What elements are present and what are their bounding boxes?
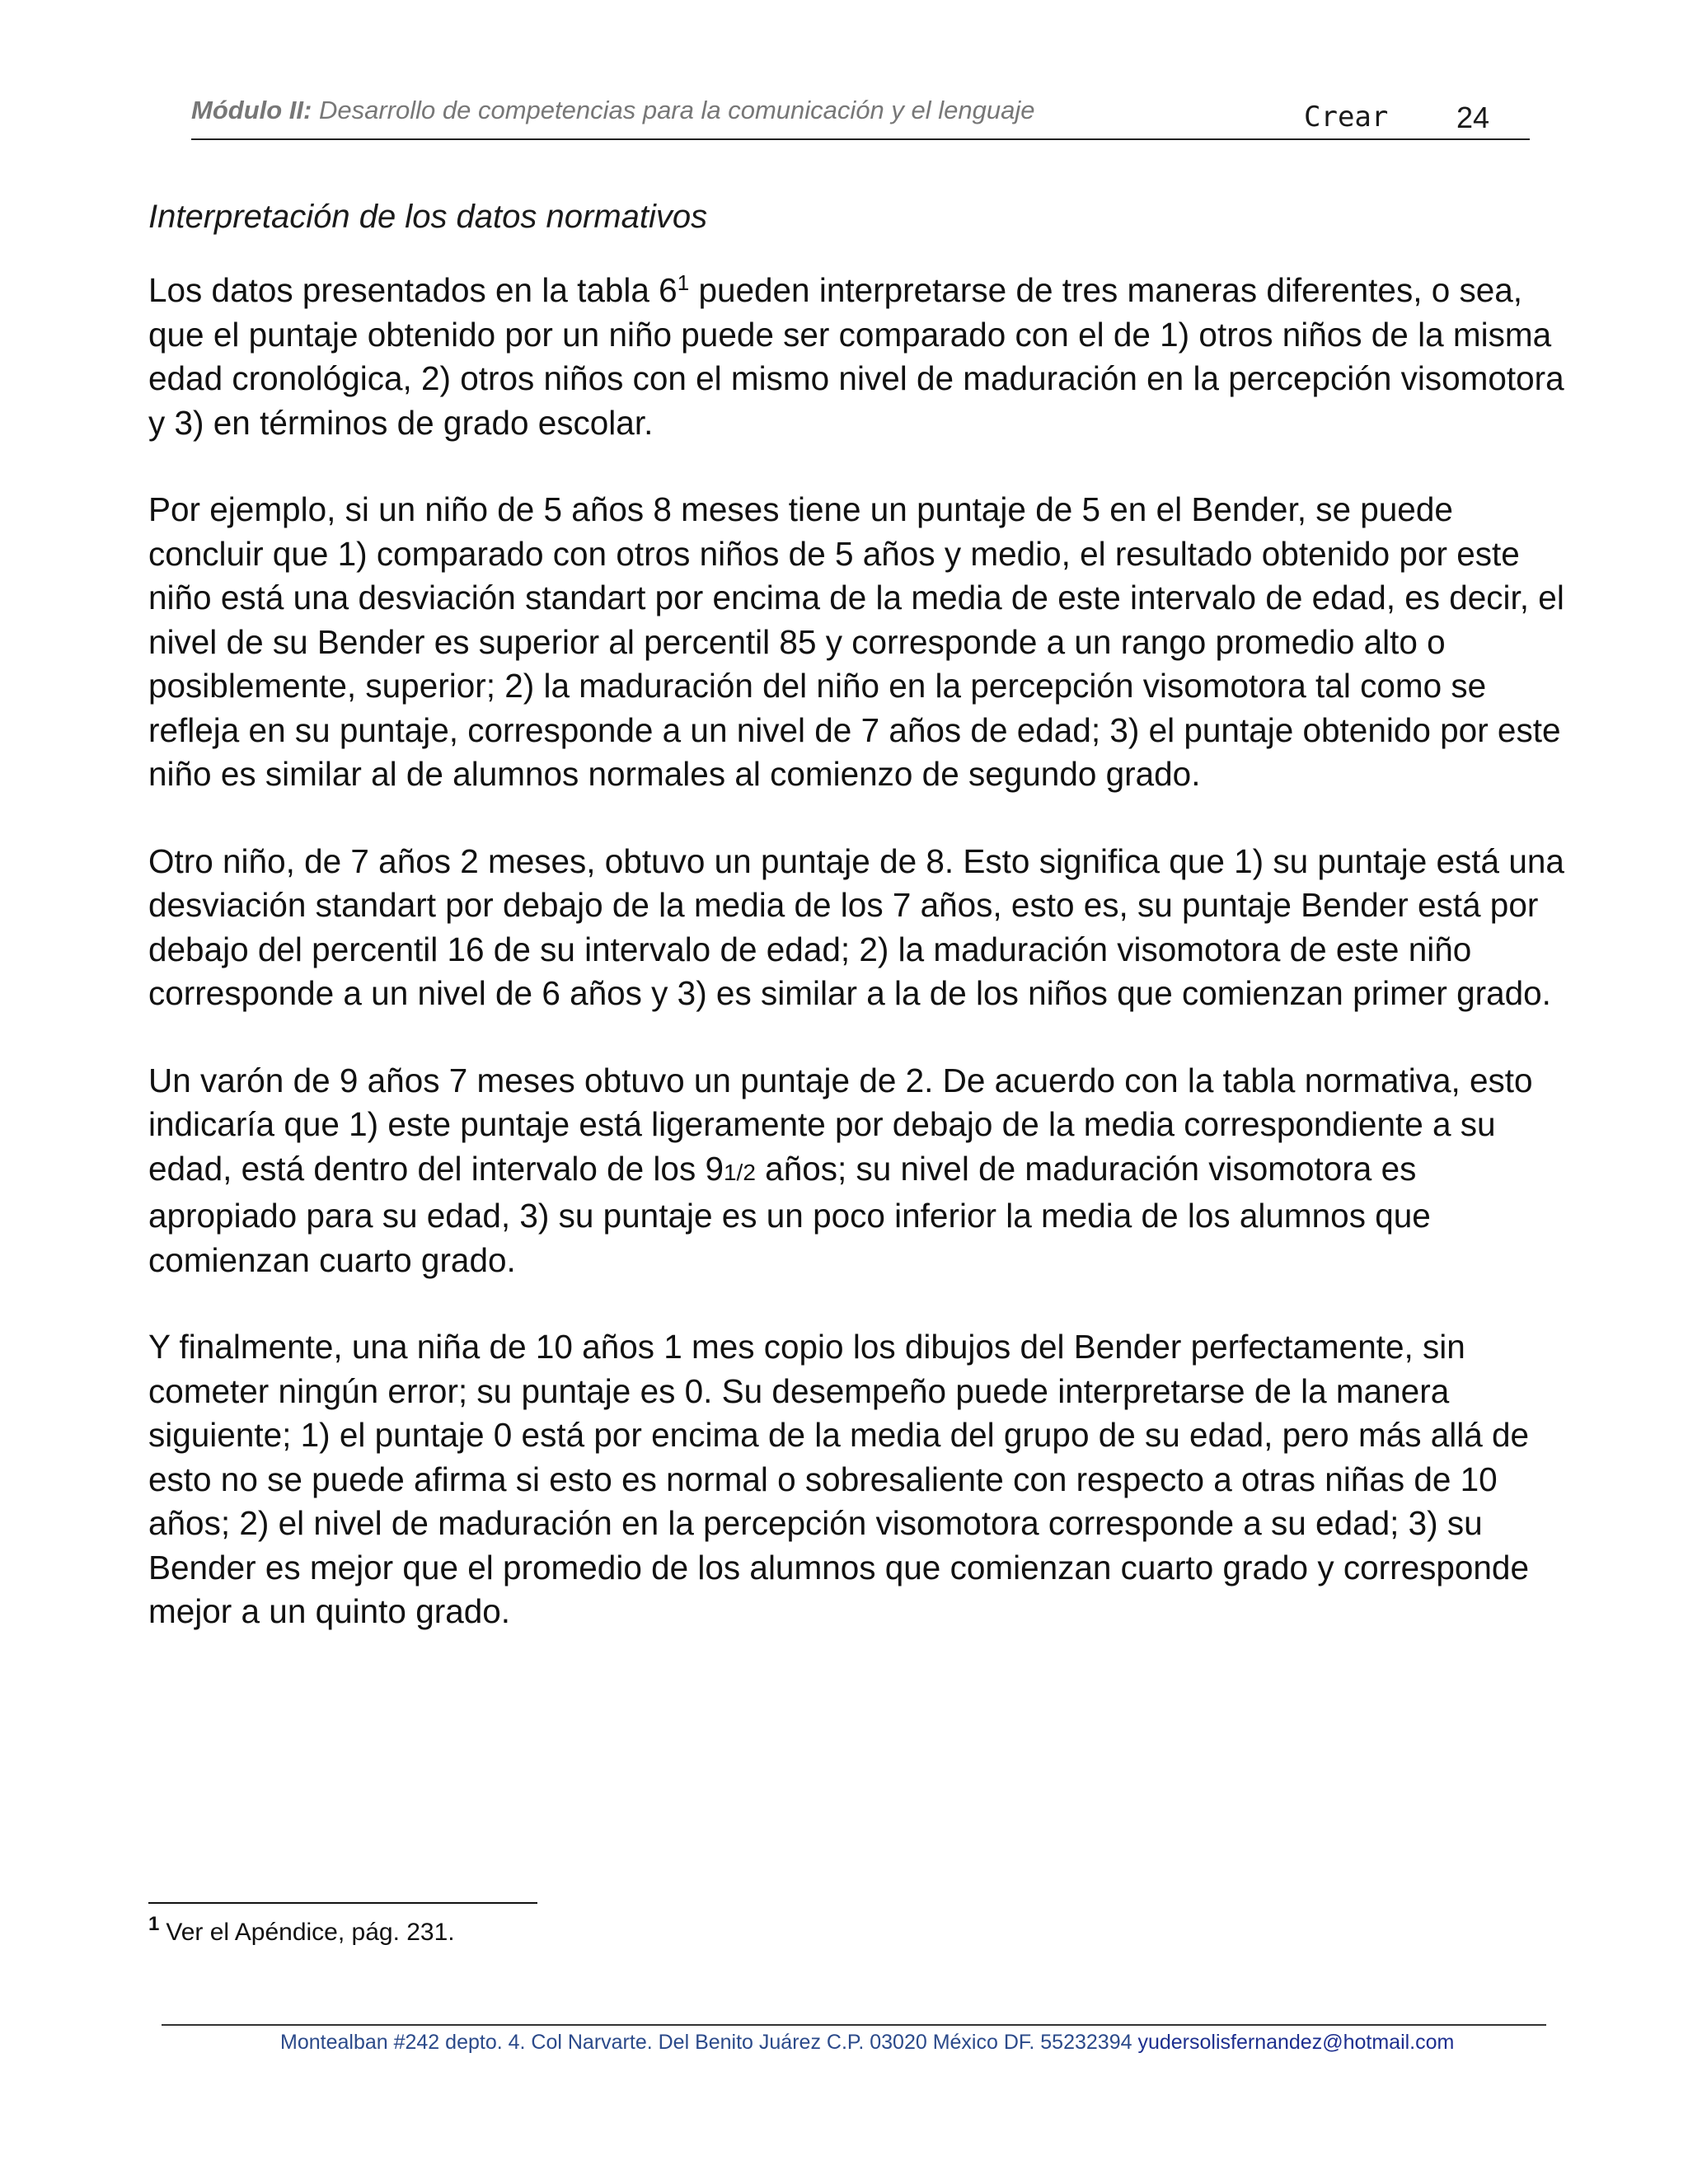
main-content xyxy=(148,194,1566,1677)
module-label: Módulo II: xyxy=(191,96,312,124)
footnote-reference: 1 xyxy=(677,270,690,295)
header-divider xyxy=(191,138,1530,140)
page-number: 24 xyxy=(1456,101,1490,134)
fraction-half: 1/2 xyxy=(723,1159,756,1185)
module-title xyxy=(191,96,1034,125)
paragraph-intro-end: pueden interpretarse de tres maneras diferentes, o sea, que el puntaje obtenido por un niño puede ser comparado con el de 1) otros niños de la misma edad cronológica, 2) otros niños con el mismo nivel de maduración en la percepción visomotora y 3) en términos de grado escolar. xyxy=(148,271,1564,442)
footer-address: Montealban #242 depto. 4. Col Narvarte. Del Benito Juárez C.P. 03020 México DF. 55232394 xyxy=(280,2031,1132,2054)
footnote-divider xyxy=(148,1902,537,1904)
footer-divider xyxy=(162,2024,1546,2026)
paragraph-example-1: Por ejemplo, si un niño de 5 años 8 meses tiene un puntaje de 5 en el Bender, se puede concluir que 1) comparado con otros niños de 5 años y medio, el resultado obtenido por este niño está una desviación standart por encima de la media de este intervalo de edad, es decir, el nivel de su Bender es superior al percentil 85 y corresponde a un rango promedio alto o posiblemente, superior; 2) la maduración del niño en la percepción visomotora tal como se refleja en su puntaje, corresponde a un nivel de 7 años de edad; 3) el puntaje obtenido por este niño es similar al de alumnos normales al comienzo de segundo grado. xyxy=(148,490,1564,793)
footnote-text: Ver el Apéndice, pág. 231. xyxy=(166,1919,455,1946)
paragraph-intro xyxy=(148,269,1566,445)
paragraph-example-2: Otro niño, de 7 años 2 meses, obtuvo un puntaje de 8. Esto significa que 1) su puntaje está una desviación standart por debajo de la media de los 7 años, esto es, su puntaje Bender está por debajo del percentil 16 de su intervalo de edad; 2) la maduración visomotora de este niño corresponde a un nivel de 6 años y 3) es similar a la de los niños que comienzan primer grado. xyxy=(148,841,1564,1012)
paragraph-example-3 xyxy=(148,1059,1566,1283)
footnote xyxy=(148,1913,455,1947)
footnote-mark: 1 xyxy=(148,1913,160,1935)
module-subtitle: Desarrollo de competencias para la comunicación y el lenguaje xyxy=(318,96,1035,124)
paragraph-example-4: Y finalmente, una niña de 10 años 1 mes copio los dibujos del Bender perfectamente, sin cometer ningún error; su puntaje es 0. Su desempeño puede interpretarse de la manera siguiente; 1) el puntaje 0 está por encima de la media del grupo de su edad, pero más allá de esto no se puede afirma si esto es normal o sobresaliente con respecto a otras niñas de 10 años; 2) el nivel de maduración en la percepción visomotora corresponde a su edad; 3) su Bender es mejor que el promedio de los alumnos que comienzan cuarto grado y corresponde mejor a un quinto grado. xyxy=(148,1328,1530,1630)
header-label: Crear xyxy=(1304,101,1389,134)
paragraph-intro-start: Los datos presentados en la tabla 6 xyxy=(148,271,678,309)
page-header xyxy=(191,92,1530,142)
footer-email[interactable]: yudersolisfernandez@hotmail.com xyxy=(1137,2031,1455,2054)
paragraph-example-3-start: Un varón de 9 años 7 meses obtuvo un puntaje de 2. De acuerdo con la tabla normativa, esto indicaría que 1) este puntaje está ligeramente por debajo de la media correspondiente a su edad, está dentro del intervalo de los 9 xyxy=(148,1061,1533,1188)
section-title: Interpretación de los datos normativos xyxy=(148,199,708,235)
page-footer xyxy=(280,2031,1454,2055)
paragraph-example-3-end: años; su nivel de maduración visomotora es apropiado para su edad, 3) su puntaje es un poco inferior la media de los alumnos que comienzan cuarto grado. xyxy=(148,1149,1431,1279)
